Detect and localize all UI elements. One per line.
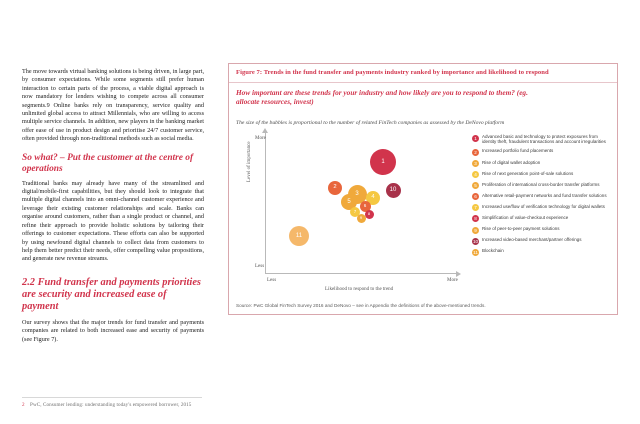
bubble-8: 8 bbox=[365, 210, 374, 219]
bubble-chart-plot bbox=[265, 132, 457, 274]
legend-label-1: Advanced basic and technology to protect exposures from identity theft, fraudulent transactions and account irregularities bbox=[482, 134, 606, 145]
body-paragraph-3: Our survey shows that the major trends for fund transfer and payments companies are related to both increased ease and security of payments (see Figure 7). bbox=[22, 318, 204, 343]
y-axis-arrow-icon bbox=[262, 128, 268, 133]
bubble-4: 4 bbox=[366, 191, 380, 205]
section-heading-so-what: So what? – Put the customer at the centre of operations bbox=[22, 152, 194, 174]
figure-title: Figure 7: Trends in the fund transfer and payments industry ranked by importance and likelihood to respond bbox=[236, 69, 549, 76]
x-axis-left-tick: Less bbox=[267, 278, 277, 283]
legend-dot-1: 1 bbox=[472, 135, 479, 142]
figure-title-divider bbox=[229, 82, 617, 83]
bubble-6: 6 bbox=[360, 201, 371, 212]
legend-item-9 bbox=[472, 226, 612, 234]
legend-dot-11: 11 bbox=[473, 249, 478, 255]
legend-item-3 bbox=[472, 160, 612, 168]
legend-label-2: Increased portfolio fund placements bbox=[482, 148, 554, 154]
bubble-7: 7 bbox=[350, 207, 360, 217]
legend-dot-5: 5 bbox=[472, 182, 479, 189]
legend-item-7 bbox=[472, 204, 612, 212]
y-axis-top-tick: More bbox=[255, 136, 266, 141]
legend-label-5: Proliferation of international cross-border transfer platforms bbox=[482, 181, 600, 187]
legend-label-11: Blockchain bbox=[482, 248, 504, 254]
legend-dot-7: 7 bbox=[472, 204, 479, 211]
legend-label-6: Alternative retail-payment networks and fund transfer solutions bbox=[482, 192, 607, 198]
x-axis-arrow-icon bbox=[456, 271, 461, 277]
bubble-11: 11 bbox=[289, 226, 309, 246]
legend-item-1 bbox=[472, 134, 612, 145]
legend-item-6 bbox=[472, 193, 612, 201]
bubble-3: 3 bbox=[348, 185, 367, 204]
bubble-10: 10 bbox=[386, 183, 401, 198]
x-axis-label: Likelihood to respond to the trend bbox=[325, 287, 394, 292]
y-axis-line bbox=[265, 132, 266, 274]
legend-dot-9: 9 bbox=[472, 227, 479, 234]
figure-panel bbox=[228, 63, 618, 315]
body-paragraph-2: Traditional banks may already have many of the streamlined and digital/mobile-first capabilities, but they should look to integrate that multiple digital channels into an omni-channel customer experience and leverage their existing customer relationships and scale. Banks can organise around customers, rather than a single product or channel, and refine their approach to provide holistic solutions by tailoring their offerings to customer expectations. These efforts can also be supported by using newfound digital channels to collect data from customers to help them better predict their needs, offer compelling value propositions, and generate new revenue streams. bbox=[22, 179, 204, 263]
bubble-1: 1 bbox=[370, 149, 396, 175]
legend-item-5 bbox=[472, 182, 612, 190]
legend-label-7: Increased use/flow of verification technology for digital wallets bbox=[482, 203, 605, 209]
legend-label-10: Increased video-based merchant/partner offerings bbox=[482, 237, 582, 243]
legend-item-11 bbox=[472, 248, 612, 256]
legend-label-9: Rise of peer-to-peer payment solutions bbox=[482, 226, 560, 232]
figure-question bbox=[236, 88, 536, 107]
footer-divider bbox=[22, 397, 202, 398]
bubble-5: 5 bbox=[341, 194, 357, 210]
bubble-9: 9 bbox=[357, 214, 366, 223]
left-text-column bbox=[22, 68, 204, 353]
figure-question-main: How important are these trends for your industry and how likely are you to respond to them? bbox=[236, 88, 515, 97]
legend-item-4 bbox=[472, 171, 612, 179]
legend-dot-6: 6 bbox=[472, 193, 479, 200]
figure-question-sub: (eg. allocate resources, invest) bbox=[236, 88, 528, 107]
section-heading-2-2: 2.2 Fund transfer and payments priorities are security and increased ease of payment bbox=[22, 276, 201, 312]
y-axis-label: Level of importance bbox=[247, 141, 252, 182]
footer-text: PwC, Consumer lending: understanding today's empowered borrower, 2015 bbox=[30, 402, 192, 408]
figure-subtitle: The size of the bubbles is proportional to the number of related FinTech companies as assessed by the DeNovo platform bbox=[236, 120, 505, 126]
legend-label-3: Rise of digital wallet adoption bbox=[482, 159, 541, 165]
body-paragraph-1: The move towards virtual banking solutions is being driven, in large part, by consumer expectations. While some segments still prefer human interaction to certain parts of the process, a viable digital approach is now mandatory for lenders wishing to compete across all consumer segments.9 Online banks rely on transparency, service quality and unlimited global access to attract Millennials, who are willing to access multiple service channels. In addition, new players in the banking market offer ease of use in product design and prioritise 24/7 customer service, often provided through non-traditional methods such as social media. bbox=[22, 68, 204, 143]
x-axis-line bbox=[265, 273, 457, 274]
legend-dot-10: 10 bbox=[472, 238, 479, 244]
legend-dot-8: 8 bbox=[472, 215, 479, 222]
legend-dot-2: 2 bbox=[472, 149, 479, 156]
legend-label-8: Simplification of value-checkout experience bbox=[482, 214, 569, 220]
figure-legend bbox=[472, 134, 612, 259]
y-axis-bottom-tick: Less bbox=[255, 264, 265, 269]
legend-label-4: Rise of next generation point-of-sale solutions bbox=[482, 170, 574, 176]
legend-dot-4: 4 bbox=[472, 171, 479, 178]
legend-item-10 bbox=[472, 237, 612, 245]
legend-item-8 bbox=[472, 215, 612, 223]
legend-dot-3: 3 bbox=[472, 160, 479, 167]
legend-item-2 bbox=[472, 148, 612, 156]
x-axis-right-tick: More bbox=[447, 278, 458, 283]
figure-source: Source: PwC Global FinTech Survey 2016 and DeNovo – see in Appendix the definitions of the above-mentioned trends. bbox=[236, 303, 486, 308]
page-number: 2 bbox=[22, 402, 25, 408]
bubble-2: 2 bbox=[328, 181, 342, 195]
page-footer bbox=[22, 402, 191, 408]
